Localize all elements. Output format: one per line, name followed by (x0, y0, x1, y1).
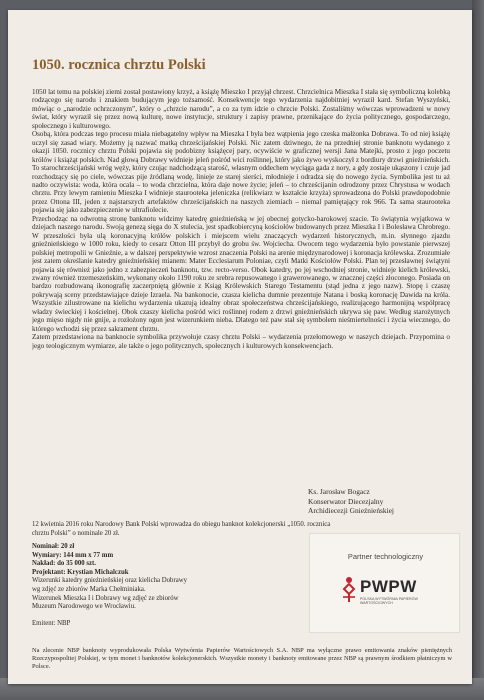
spec-credit-line: wg zdjęć ze zbiorów Marka Chełminiaka. (32, 585, 146, 593)
pwpw-emblem-icon (340, 575, 358, 603)
spec-design: Projektant: Krystian Michalczuk (32, 568, 129, 576)
body-text (32, 88, 450, 482)
issue-note: 12 kwietnia 2016 roku Narodowy Bank Polski wprowadza do obiegu banknot kolekcjonerski „1050. rocznica chrztu Polski” o nominale 20 zł. (32, 521, 331, 537)
paragraph-4: Zatem przedstawiona na banknocie symbolika przywołuje czasy chrztu Polski – wydarzenia przełomowego w naszych dziejach. Przypomina o jego teologicznym wymiarze, ale także o jego politycznych, społecznych i kulturowych konsekwencjach. (32, 333, 450, 350)
signature-role: Konserwator Diecezjalny (308, 496, 384, 506)
pwpw-logo-subtitle: POLSKA WYTWÓRNIA PAPIERÓW WARTOŚCIOWYCH (360, 597, 418, 606)
spec-credit-line: Wizerunki katedry gnieźnieńskiej oraz kielicha Dobrawy (32, 577, 188, 585)
spec-spacer (32, 612, 282, 620)
spec-issuer: Emitent: NBP (32, 619, 71, 627)
spec-dimensions: Wymiary: 144 mm x 77 mm (32, 551, 114, 559)
spec-credit-line: Wizerunek Mieszka I i Dobrawy wg zdjęć ze zbiorów (32, 594, 179, 602)
paragraph-1: 1050 lat temu na polskiej ziemi został postawiony krzyż, a książę Mieszko I przyjął chrzest. Chrzcielnica Mieszka I stała się symboliczną kolebką rodzącego się narodu i znakiem budującym jego tożsamość. Konsekwencje tego wydarzenia najdobitniej wyraził kard. Stefan Wyszyński, mówiąc o „narodzie ochrzczonym”, który o „chrzcie narodu”, a co za tym idzie o chrzcie Polski. Zostaliśmy wówczas wprowadzeni w nowy świat, który wyraził się przez nową kulturę, nowe instytucje, struktury i zapisy prawne, przenikające do życia politycznego, gospodarczego, społecznego i kulturowego. (32, 88, 450, 130)
partner-box (309, 533, 460, 633)
paragraph-3: Przechodząc na odwrotną stronę banknotu widzimy katedrę gnieźnieńską w jej obecnej gotycko-barokowej szacie. To świątynia wyjątkowa w dziejach naszego narodu. Swoją genezą sięga do X stulecia, jest spadkobiercyną kościołów budowanych przez Mieszka I i Bolesława Chrobrego. W przeszłości była ulą koronacyjną królów polskich i miejscem wielu znaczących wydarzeń historycznych, m.in. słynnego zjazdu gnieźnieńskiego w 1000 roku, kiedy to cesarz Otton III przybył do grobu św. Wojciecha. Owocem tego wydarzenia było powstanie pierwszej polskiej metropolii w Gnieźnie, a w dalszej perspektywie wzrost znaczenia Polski na arenie międzynarodowej i koronacja królewska. Zrozumiałe jest zatem określanie katedry gnieźnieńskiej mianem: Mater Ecclesiarum Poloniae, czyli Matki Kościołów Polski. Plan tej przesławnej świątyni pojawia się również jako jedno z zabezpieczeń banknotu, tzw. recto-verso. Obok katedry, po jej wschodniej stronie, widnieje kielich królewski, zwany również trzemeszeńskim, wykonany około 1190 roku ze srebra repusowanego i grawerowanego, w znacznej części złoconego. Posiada on bardzo rozbudowaną ikonografię zaczerpniętą głównie z Ksiąg Królewskich Starego Testamentu (stąd jedna z jego nazw). Stopę i czaszę pokrywają sceny przedstawiające dzieje Izraela. Na bankonocie, czasza kielicha dumnie prezentuje Natana i boską koronację Dawida na króla. Wszystkie zilustrowane na kielichu wydarzenia ukazują idealny obraz społeczeństwa chrześcijańskiego, realizującego harmonijną współpracę władzy świeckiej i kościelnej. Obok czaszy kielicha pośród wici roślinnej rodem z drzwi gnieźnieńskich ukrywa się paw. Według starożytnych jego mięso nigdy nie gnije, a rozłożony ogon jest wizerunkiem nieba. Dlatego też paw stał się symbolem nieśmiertelności i życia wiecznego, do którego wchodzi się przez sakrament chrztu. (32, 214, 450, 333)
pwpw-logo-word: PWPW (360, 577, 417, 596)
spec-credit-line: Muzeum Narodowego we Wrocławiu. (32, 603, 136, 611)
spec-nominal: Nominał: 20 zł (32, 543, 75, 550)
background-right-edge (472, 0, 484, 700)
banknote-specs (32, 543, 282, 628)
signature-name: Ks. Jarosław Bogacz (308, 487, 370, 496)
document-title: 1050. rocznica chrztu Polski (32, 57, 206, 73)
document-card (8, 10, 472, 684)
signature-institution: Archidiecezji Gnieźnieńskiej (308, 506, 394, 516)
footer-note: Na zlecenie NBP banknoty wyprodukowała Polska Wytwórnia Papierów Wartościowych S.A. NBP ma wyłączne prawo emitowania znaków pieniężnych Rzeczypospolitej Polskiej, w tym monet i banknotów kolekcjonerskich. Wszystkie monety i banknoty emitowane przez NBP są prawnym środkiem płatniczym w Polsce. (32, 647, 452, 670)
paragraph-2: Osobą, która podczas tego procesu miała niebagatelny wpływ na Mieszka I była bez wątpienia jego czeska małżonka Dobrawa. To od niej książę uczył się zasad wiary. Możemy ją nazwać matką chrześcijańskiej Polski. Nic zatem dziwnego, że na przedniej stronie banknotu wydanego z okazji 1050. rocznicy chrztu Polski pojawia się podobizny książęcej pary, ocywiście w graficznej wersji Jana Matejki, prosto z jego poczetu królów i książąt polskich. Nad głową Dobrawy widnieje jeleń pośród wici roślinnej, który jako żywo wyskoczył z bordiury drzwi gnieźnieńskich. To starochrześcijański wróg węży, który czując nadchodzącą starość, własnym oddechem wyciąga gada z nory, a gdy zostaje ukąszony i czuje jad rozchodzący się po ciele, wówczas pije źródlaną wodę, liniejе ze starej sierści, młodnieje i odradza się do nowego życia. Symbolika jest tu aż nadto oczywista: woda, która ocala – to woda chrzcielna, która daje nowe życie; jeleń – to chrześcijanin odrodzony przez Chrystusa w wodach chrztu. Przy lewym ramieniu Mieszka I widnieje staurooteka jeleniczka (relikwiarz w kształcie krzyża) sprowadzona do Polski prawdopodobnie przez Ottona III, jeden z najstarszych artefaktów chrześcijańskich na naszych ziemiach – niemal pamiętający rok 966. Ta sama staurooteka pojawia się jako zabezpieczenie w ultrafiolecie. (32, 130, 450, 215)
partner-label: Partner technologiczny (347, 552, 424, 561)
spec-edition: Nakład: do 35 000 szt. (32, 560, 97, 568)
pwpw-logo (340, 575, 435, 605)
signature-block (308, 487, 458, 516)
